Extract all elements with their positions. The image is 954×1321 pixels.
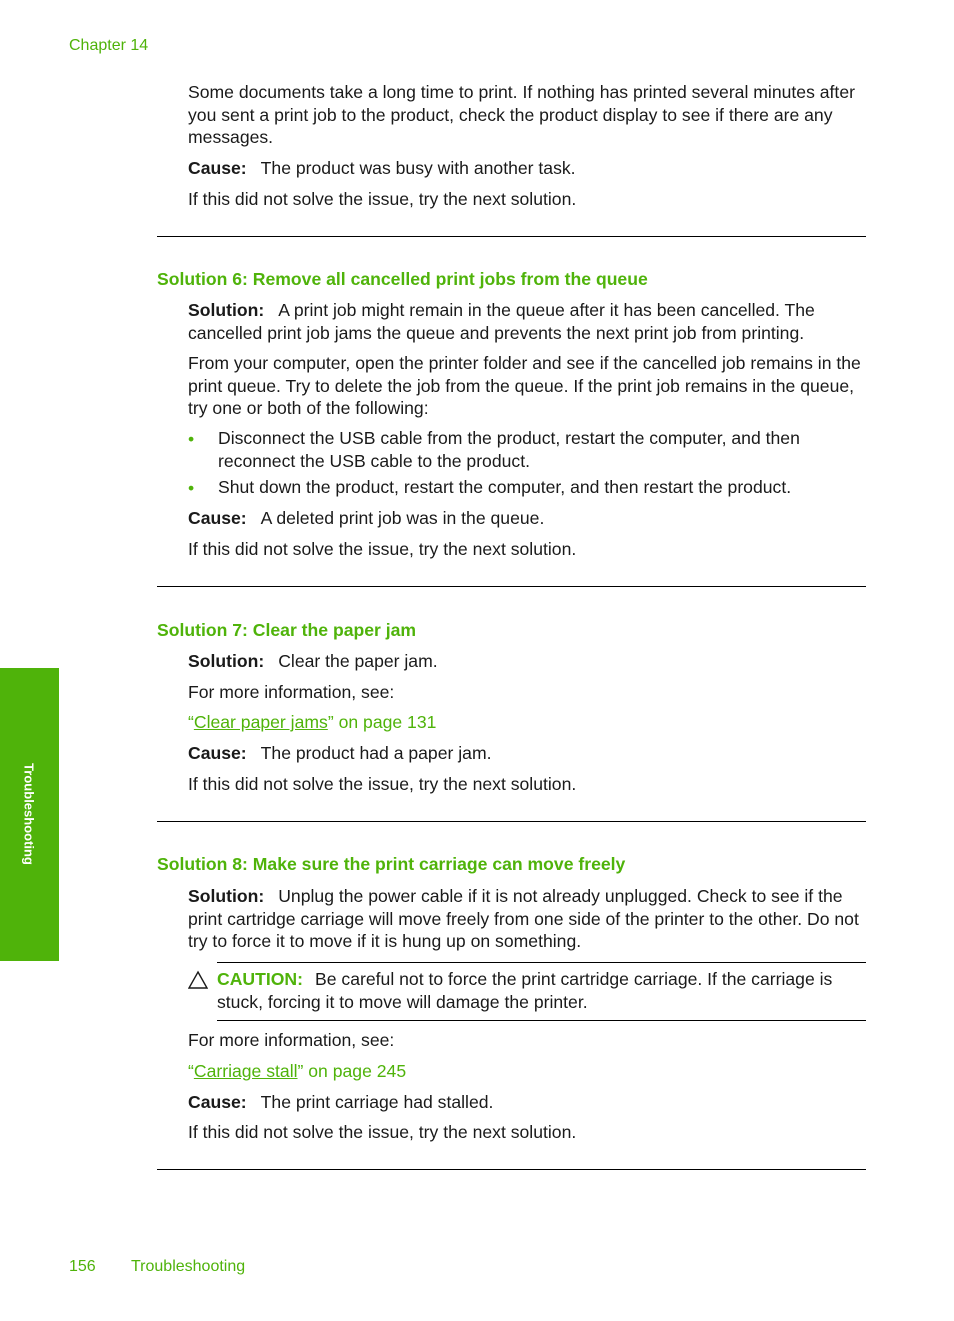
cause-text: The product was busy with another task.: [260, 158, 576, 178]
solution7-next: If this did not solve the issue, try the next solution.: [188, 774, 577, 794]
footer-section-title: Troubleshooting: [131, 1258, 246, 1275]
solution8-solution: [188, 885, 868, 953]
solution-label: Solution:: [188, 886, 265, 906]
solution-text: A print job might remain in the queue after it has been cancelled. The cancelled print job jams the queue and prevents the next print job from printing.: [188, 300, 815, 343]
side-tab-label: Troubleshooting: [21, 763, 37, 865]
solution7-more-info: For more information, see:: [188, 682, 395, 702]
bullet-item: Disconnect the USB cable from the product, restart the computer, and then reconnect the USB cable to the product.: [218, 428, 800, 471]
caution-bottom-rule: [217, 1020, 866, 1021]
side-tab: [0, 668, 59, 961]
caution-note: [217, 968, 867, 1014]
section-divider: [157, 586, 866, 587]
intro-next: If this did not solve the issue, try the next solution.: [188, 189, 577, 209]
cause-label: Cause:: [188, 508, 247, 528]
solution-text: Unplug the power cable if it is not already unplugged. Check to see if the print cartridge carriage will move freely from one side of the printer to the other. Do not try to force it to move if it is hung up on something.: [188, 886, 859, 951]
solution8-link-line: [188, 1060, 868, 1083]
chapter-header: Chapter 14: [69, 37, 149, 54]
section-divider: [157, 236, 866, 237]
solution-label: Solution:: [188, 300, 265, 320]
intro-cause: [188, 157, 868, 180]
bullet-item: Shut down the product, restart the computer, and then restart the product.: [218, 477, 792, 497]
solution8-next: If this did not solve the issue, try the next solution.: [188, 1122, 577, 1142]
solution6-solution: [188, 299, 868, 344]
solution8-heading: Solution 8: Make sure the print carriage can move freely: [157, 854, 626, 874]
caution-text: Be careful not to force the print cartridge carriage. If the carriage is stuck, forcing it to move will damage the printer.: [217, 969, 833, 1012]
caution-label: CAUTION:: [217, 969, 304, 989]
caution-triangle-icon: [188, 970, 208, 990]
bullet-glyph: •: [188, 478, 195, 498]
cause-label: Cause:: [188, 743, 247, 763]
cause-label: Cause:: [188, 1092, 247, 1112]
solution8-cause: [188, 1091, 868, 1114]
clear-paper-jams-link[interactable]: “Clear paper jams” on page 131: [188, 712, 437, 732]
solution8-more-info: For more information, see:: [188, 1030, 395, 1050]
solution-text: Clear the paper jam.: [278, 651, 438, 671]
bullet-glyph: •: [188, 429, 195, 449]
solution7-cause: [188, 742, 868, 765]
solution6-cause: [188, 507, 868, 530]
page-number: 156: [69, 1258, 96, 1275]
solution6-next: If this did not solve the issue, try the next solution.: [188, 539, 577, 559]
solution7-heading: Solution 7: Clear the paper jam: [157, 620, 417, 640]
cause-label: Cause:: [188, 158, 247, 178]
intro-paragraph: Some documents take a long time to print. If nothing has printed several minutes after you sent a print job to the product, check the product display to see if there are any messages.: [188, 82, 855, 147]
cause-text: A deleted print job was in the queue.: [260, 508, 545, 528]
cause-text: The product had a paper jam.: [260, 743, 492, 763]
solution6-paragraph: From your computer, open the printer folder and see if the cancelled job remains in the print queue. Try to delete the job from the queue. If the print job remains in the queue, try one or both of the following:: [188, 353, 861, 418]
carriage-stall-link[interactable]: “Carriage stall” on page 245: [188, 1061, 407, 1081]
solution7-link-line: [188, 711, 868, 734]
solution-label: Solution:: [188, 651, 265, 671]
solution7-solution: [188, 650, 868, 673]
caution-top-rule: [217, 962, 866, 963]
section-divider: [157, 821, 866, 822]
cause-text: The print carriage had stalled.: [260, 1092, 494, 1112]
section-divider: [157, 1169, 866, 1170]
solution6-heading: Solution 6: Remove all cancelled print jobs from the queue: [157, 269, 648, 289]
